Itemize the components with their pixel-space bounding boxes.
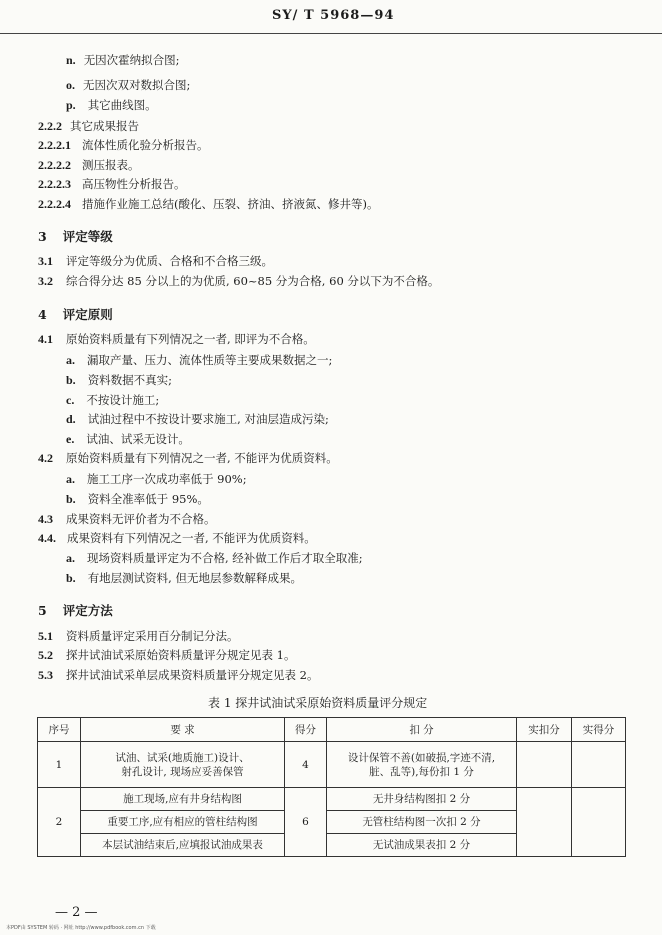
clause: 4.4. 成果资料有下列情况之一者, 不能评为优质资料。 xyxy=(38,531,316,545)
clause: 2.2.2.1 流体性质化验分析报告。 xyxy=(38,138,209,152)
list-item: b. 有地层测试资料, 但无地层参数解释成果。 xyxy=(66,571,302,585)
header-cell: 实扣分 xyxy=(517,718,572,742)
clause: 3.1 评定等级分为优质、合格和不合格三级。 xyxy=(38,254,273,268)
clause: 4.1 原始资料质量有下列情况之一者, 即评为不合格。 xyxy=(38,332,315,346)
clause: 2.2.2.3 高压物性分析报告。 xyxy=(38,177,186,191)
table-header-row xyxy=(38,718,626,742)
clause: 2.2.2.4 措施作业施工总结(酸化、压裂、挤油、挤液氮、修井等)。 xyxy=(38,197,379,211)
table-cell xyxy=(517,788,572,857)
table-cell: 1 xyxy=(38,742,81,788)
list-item: e. 试油、试采无设计。 xyxy=(66,432,190,446)
table-row xyxy=(38,742,626,788)
clause: 4.2 原始资料质量有下列情况之一者, 不能评为优质资料。 xyxy=(38,451,338,465)
clause: 2.2.2 其它成果报告 xyxy=(38,119,139,133)
watermark-text: 本PDF由 SYSTEM 转码 · 网址 http://www.pdfbook.com.cn 下载 xyxy=(6,925,156,931)
table-cell xyxy=(572,788,626,857)
clause: 4.3 成果资料无评价者为不合格。 xyxy=(38,512,216,526)
list-item: o. 无因次双对数拟合图; xyxy=(66,78,191,92)
section-heading: 3 评定等级 xyxy=(38,229,113,244)
list-item: p. 其它曲线图。 xyxy=(66,98,157,112)
header-cell: 序号 xyxy=(38,718,81,742)
header-cell: 得分 xyxy=(285,718,327,742)
table-cell: 6 xyxy=(285,788,327,857)
document-header: SY/ T 5968—94 xyxy=(272,8,395,23)
table-cell: 无试油成果表扣 2 分 xyxy=(327,834,517,857)
table-cell: 本层试油结束后,应填报试油成果表 xyxy=(81,834,285,857)
clause: 3.2 综合得分达 85 分以上的为优质, 60~85 分为合格, 60 分以下为不合格。 xyxy=(38,274,440,288)
list-item: c. 不按设计施工; xyxy=(66,393,160,407)
list-item: b. 资料数据不真实; xyxy=(66,373,173,387)
list-item: b. 资料全准率低于 95%。 xyxy=(66,492,209,506)
header-cell: 要 求 xyxy=(81,718,285,742)
table-row xyxy=(38,788,626,811)
cell-line: 设计保管不善(如破损,字迹不清, xyxy=(347,751,496,764)
table-cell: 施工现场,应有井身结构图 xyxy=(81,788,285,811)
cell-line: 试油、试采(地质施工)设计、 xyxy=(115,751,250,764)
score-table xyxy=(37,717,626,857)
clause: 5.1 资料质量评定采用百分制记分法。 xyxy=(38,629,239,643)
list-item: a. 漏取产量、压力、流体性质等主要成果数据之一; xyxy=(66,353,333,367)
table-cell xyxy=(327,742,517,788)
table-cell xyxy=(81,742,285,788)
list-item: n. 无因次霍纳拟合图; xyxy=(66,53,180,67)
list-item: a. 现场资料质量评定为不合格, 经补做工作后才取全取准; xyxy=(66,551,363,565)
table-cell: 2 xyxy=(38,788,81,857)
clause: 5.2 探井试油试采原始资料质量评分规定见表 1。 xyxy=(38,648,296,662)
cell-line: 脏、乱等),每份扣 1 分 xyxy=(369,765,474,778)
table-cell: 无井身结构图扣 2 分 xyxy=(327,788,517,811)
table-cell xyxy=(572,742,626,788)
table-cell: 无管柱结构图一次扣 2 分 xyxy=(327,811,517,834)
list-item: a. 施工工序一次成功率低于 90%; xyxy=(66,472,247,486)
clause: 5.3 探井试油试采单层成果资料质量评分规定见表 2。 xyxy=(38,668,319,682)
section-heading: 5 评定方法 xyxy=(38,603,113,618)
table-caption: 表 1 探井试油试采原始资料质量评分规定 xyxy=(208,696,428,710)
clause: 2.2.2.2 测压报表。 xyxy=(38,158,140,172)
table-cell: 4 xyxy=(285,742,327,788)
table-cell: 重要工序,应有相应的管柱结构图 xyxy=(81,811,285,834)
header-cell: 实得分 xyxy=(572,718,626,742)
header-cell: 扣 分 xyxy=(327,718,517,742)
section-heading: 4 评定原则 xyxy=(38,307,113,322)
page-number: — 2 — xyxy=(55,905,98,920)
table-cell xyxy=(517,742,572,788)
header-rule xyxy=(0,33,662,34)
cell-line: 射孔设计, 现场应妥善保管 xyxy=(121,765,244,778)
list-item: d. 试油过程中不按设计要求施工, 对油层造成污染; xyxy=(66,412,329,426)
